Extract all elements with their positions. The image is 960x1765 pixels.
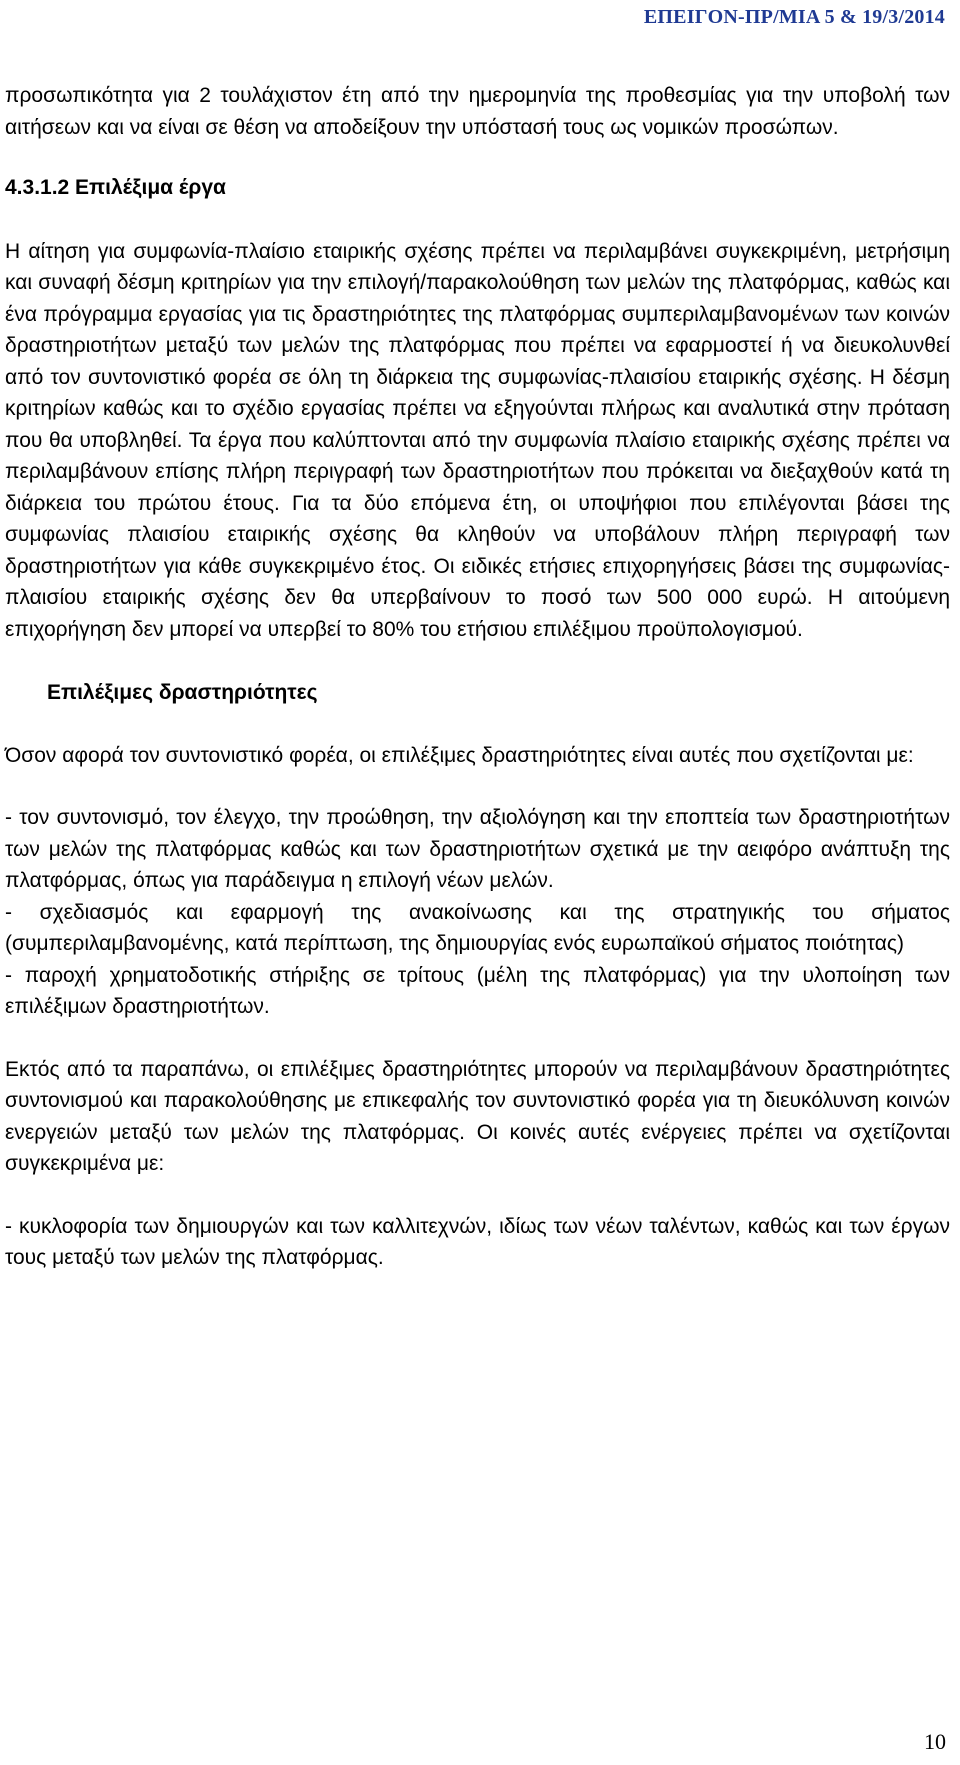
list-item: - παροχή χρηματοδοτικής στήριξης σε τρίτους (μέλη της πλατφόρμας) για την υλοποίηση των επιλέξιμων δραστηριοτήτων. [5,963,950,1018]
page-content [5,80,950,1274]
header-reference: ΕΠΕΙΓΟΝ-ΠΡ/ΜΙΑ 5 & 19/3/2014 [643,6,945,28]
page-number: 10 [924,1729,946,1754]
list-item: - κυκλοφορία των δημιουργών και των καλλιτεχνών, ιδίως των νέων ταλέντων, καθώς και των έργων τους μεταξύ των μελών της πλατφόρμας. [5,1214,950,1269]
intro-paragraph: προσωπικότητα για 2 τουλάχιστον έτη από την ημερομηνία της προθεσμίας για την υποβολή των αιτήσεων και να είναι σε θέση να αποδείξουν την υπόστασή τους ως νομικών προσώπων. [5,84,950,139]
section-heading: 4.3.1.2 Επιλέξιμα έργα [5,176,226,199]
eligible-projects-paragraph: Η αίτηση για συμφωνία-πλαίσιο εταιρικής σχέσης πρέπει να περιλαμβάνει συγκεκριμένη, μετρήσιμη και συναφή δέσμη κριτηρίων για την επιλογή/παρακολούθηση των μελών της πλατφόρμας, καθώς και ένα πρόγραμμα εργασίας για τις δραστηριότητες της πλατφόρμας συμπεριλαμβανομένων των κοινών δραστηριοτήτων μεταξύ των μελών της πλατφόρμας που πρέπει να εφαρμοστεί ή να διευκολυνθεί από τον συντονιστικό φορέα σε όλη τη διάρκεια της συμφωνίας-πλαισίου εταιρικής σχέσης. Η δέσμη κριτηρίων καθώς και το σχέδιο εργασίας πρέπει να εξηγούνται πλήρως και αναλυτικά στην πρόταση που θα υποβληθεί. Τα έργα που καλύπτονται από την συμφωνία πλαίσιο εταιρικής σχέσης πρέπει να περιλαμβάνουν επίσης πλήρη περιγραφή των δραστηριοτήτων που πρόκειται να διεξαχθούν κατά τη διάρκεια του πρώτου έτους. Για τα δύο επόμενα έτη, οι υποψήφιοι που επιλέγονται βάσει της συμφωνίας πλαισίου εταιρικής σχέσης θα κληθούν να υποβάλουν πλήρη περιγραφή των δραστηριοτήτων για κάθε συγκεκριμένο έτος. Οι ειδικές ετήσιες επιχορηγήσεις βάσει της συμφωνίας-πλαισίου εταιρικής σχέσης δεν θα υπερβαίνουν το ποσό των 500 000 ευρώ. Η αιτούμενη επιχορήγηση δεν μπορεί να υπερβεί το 80% του ετήσιου επιλέξιμου προϋπολογισμού. [5,239,950,641]
joint-actions-paragraph: Εκτός από τα παραπάνω, οι επιλέξιμες δραστηριότητες μπορούν να περιλαμβάνουν δραστηριότητες συντονισμού και παρακολούθησης με επικεφαλής τον συντονιστικό φορέα για τη διευκόλυνση κοινών ενεργειών μεταξύ των μελών της πλατφόρμας. Οι κοινές αυτές ενέργειες πρέπει να σχετίζονται συγκεκριμένα με: [5,1057,950,1175]
coordinator-intro-paragraph: Όσον αφορά τον συντονιστικό φορέα, οι επιλέξιμες δραστηριότητες είναι αυτές που σχετίζονται με: [5,743,914,767]
list-item: - σχεδιασμός και εφαρμογή της ανακοίνωσης και της στρατηγικής του σήματος (συμπεριλαμβανομένης, κατά περίπτωση, της δημιουργίας ενός ευρωπαϊκού σήματος ποιότητας) [5,900,950,955]
list-item: - τον συντονισμό, τον έλεγχο, την προώθηση, την αξιολόγηση και την εποπτεία των δραστηριοτήτων των μελών της πλατφόρμας καθώς και των δραστηριοτήτων σχετικά με την αειφόρο ανάπτυξη της πλατφόρμας, όπως για παράδειγμα η επιλογή νέων μελών. [5,806,950,892]
eligible-activities-heading: Επιλέξιμες δραστηριότητες [47,681,318,704]
